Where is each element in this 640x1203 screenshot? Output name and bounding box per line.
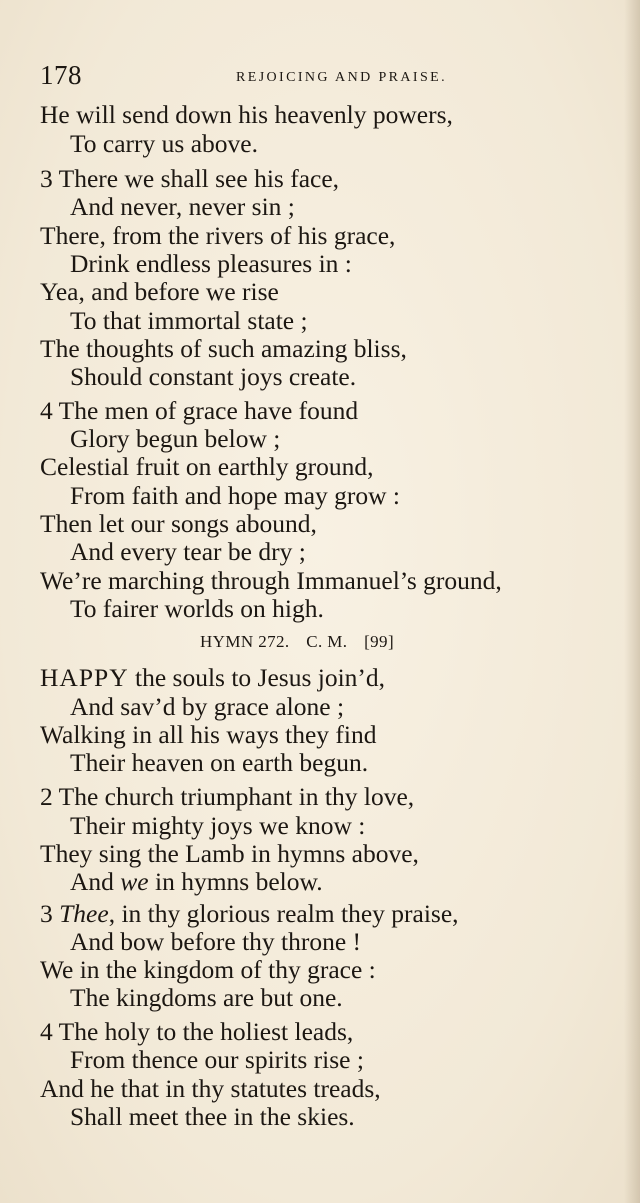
- verse-line: Yea, and before we rise: [40, 277, 279, 306]
- page-number: 178: [40, 60, 82, 90]
- verse-line: They sing the Lamb in hymns above,: [40, 839, 419, 868]
- verse-line: Their heaven on earth begun.: [70, 748, 369, 777]
- verse-line: Walking in all his ways they find: [40, 720, 377, 749]
- hymn-heading: [200, 632, 406, 652]
- hymn-meter: C. M.: [306, 632, 348, 651]
- verse-line: Drink endless pleasures in :: [70, 249, 352, 278]
- hymn-number: HYMN 272.: [200, 632, 290, 651]
- verse-line: 3 There we shall see his face,: [40, 164, 340, 193]
- verse-line: He will send down his heavenly powers,: [40, 100, 453, 129]
- first-word: HAPPY: [40, 663, 129, 692]
- verse-line: Glory begun below ;: [70, 424, 281, 453]
- verse-line: And never, never sin ;: [70, 192, 295, 221]
- verse-line: [40, 899, 459, 929]
- verse-line: The thoughts of such amazing bliss,: [40, 334, 407, 363]
- line-text: in hymns below.: [148, 867, 323, 896]
- verse-line: To that immortal state ;: [70, 306, 308, 335]
- first-line-text: the souls to Jesus join’d,: [128, 663, 386, 692]
- verse-line: From thence our spirits rise ;: [70, 1045, 364, 1074]
- verse-line: There, from the rivers of his grace,: [40, 221, 396, 250]
- verse-line: 2 The church triumphant in thy love,: [40, 782, 415, 811]
- verse-line: [40, 663, 385, 693]
- italic-word: we: [120, 867, 149, 896]
- verse-line: And he that in thy statutes treads,: [40, 1074, 381, 1103]
- line-text: And: [70, 867, 121, 896]
- verse-line: To carry us above.: [70, 129, 258, 158]
- hymn-tune: [99]: [364, 632, 395, 651]
- verse-number: 3: [40, 899, 60, 928]
- verse-line: Celestial fruit on earthly ground,: [40, 452, 374, 481]
- italic-word: Thee: [59, 899, 109, 928]
- verse-line: [70, 867, 323, 897]
- page-edge-shadow: [624, 0, 640, 1203]
- verse-line: From faith and hope may grow :: [70, 481, 401, 510]
- verse-line: We’re marching through Immanuel’s ground,: [40, 566, 502, 595]
- verse-line: And sav’d by grace alone ;: [70, 692, 345, 721]
- line-text: , in thy glorious realm they praise,: [108, 899, 459, 928]
- verse-line: And every tear be dry ;: [70, 537, 306, 566]
- running-title: REJOICING AND PRAISE.: [236, 70, 448, 85]
- page-header: [40, 60, 600, 94]
- verse-line: To fairer worlds on high.: [70, 594, 324, 623]
- verse-line: 4 The holy to the holiest leads,: [40, 1017, 354, 1046]
- verse-line: 4 The men of grace have found: [40, 396, 359, 425]
- verse-line: We in the kingdom of thy grace :: [40, 955, 376, 984]
- verse-line: Their mighty joys we know :: [70, 811, 366, 840]
- verse-line: Then let our songs abound,: [40, 509, 317, 538]
- verse-line: And bow before thy throne !: [70, 927, 362, 956]
- verse-line: The kingdoms are but one.: [70, 983, 343, 1012]
- verse-line: Shall meet thee in the skies.: [70, 1102, 355, 1131]
- verse-line: Should constant joys create.: [70, 362, 357, 391]
